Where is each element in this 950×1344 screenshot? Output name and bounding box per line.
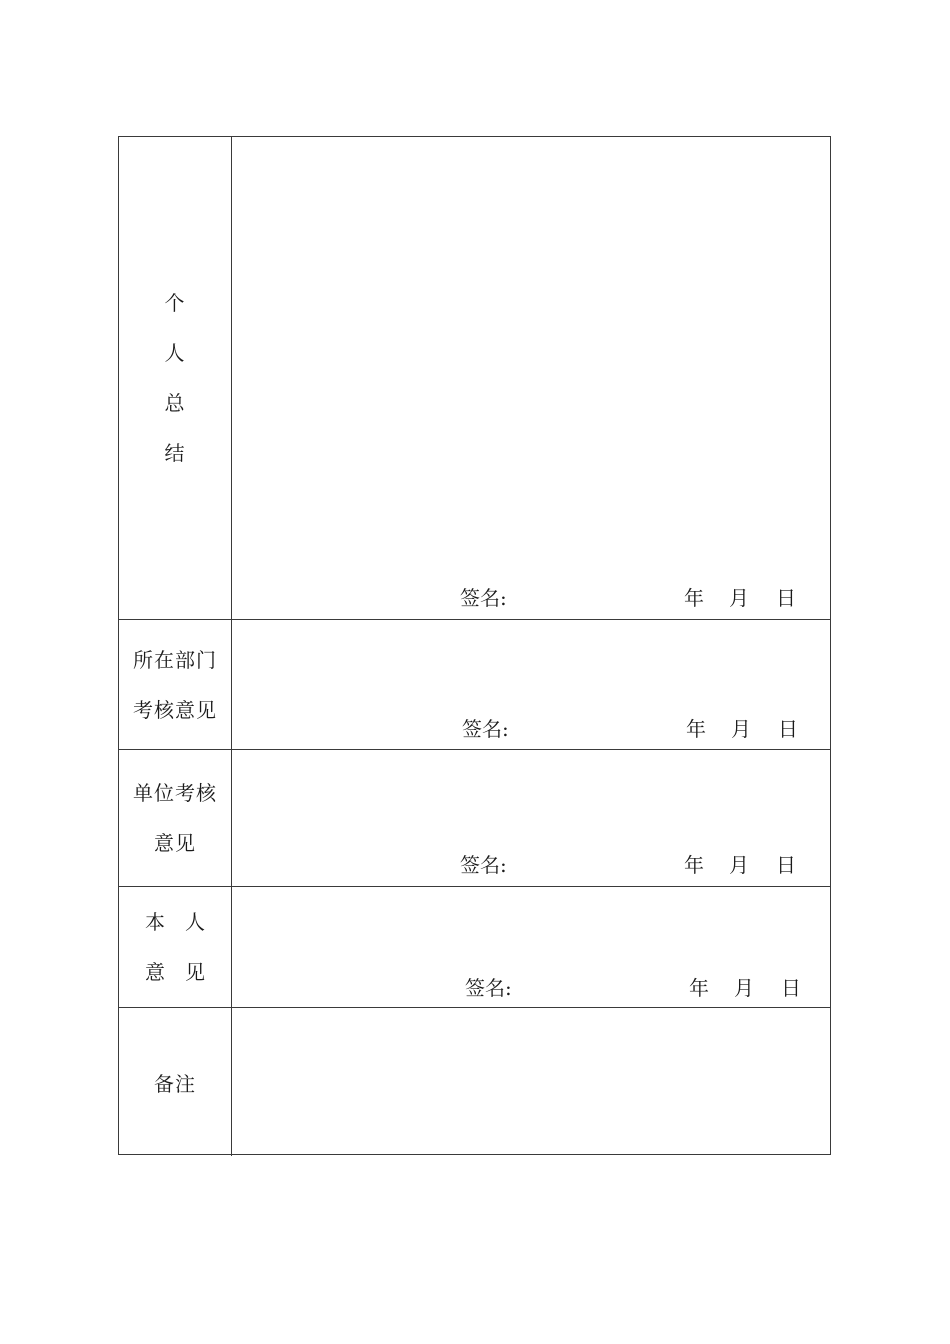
label-line: 单位考核 — [133, 781, 217, 805]
signature-label: 签名: — [465, 976, 512, 1000]
department-opinion-label — [119, 620, 232, 749]
label-line: 考核意见 — [133, 697, 217, 722]
day-label: 日 — [781, 976, 801, 1000]
signature-label: 签名: — [462, 717, 509, 741]
month-label: 月 — [729, 586, 749, 610]
signature-label: 签名: — [460, 853, 507, 877]
day-label: 日 — [778, 717, 798, 741]
self-opinion-content[interactable] — [232, 887, 830, 1007]
department-opinion-row — [119, 619, 830, 749]
remarks-label — [119, 1008, 232, 1156]
month-label: 月 — [729, 853, 749, 877]
label-line: 结 — [164, 441, 186, 465]
year-label: 年 — [684, 853, 704, 877]
signature-label: 签名: — [460, 586, 507, 610]
personal-summary-row — [119, 137, 830, 619]
label-line: 所在部门 — [133, 647, 217, 672]
unit-opinion-label — [119, 750, 232, 886]
department-opinion-content[interactable] — [232, 620, 830, 749]
day-label: 日 — [776, 853, 796, 877]
day-label: 日 — [776, 586, 796, 610]
self-opinion-row — [119, 886, 830, 1007]
year-label: 年 — [689, 976, 709, 1000]
personal-summary-label — [119, 137, 232, 619]
label-line: 个 — [164, 291, 186, 315]
label-line: 备注 — [154, 1071, 196, 1096]
label-line: 意 见 — [145, 960, 205, 984]
unit-opinion-content[interactable] — [232, 750, 830, 886]
self-opinion-label — [119, 887, 232, 1007]
year-label: 年 — [686, 717, 706, 741]
label-line: 意见 — [154, 831, 196, 855]
month-label: 月 — [734, 976, 754, 1000]
label-line: 本 人 — [145, 910, 205, 934]
month-label: 月 — [731, 717, 751, 741]
unit-opinion-row — [119, 749, 830, 886]
label-line: 人 — [164, 341, 186, 365]
label-line: 总 — [164, 391, 186, 415]
personal-summary-content[interactable] — [232, 137, 830, 619]
year-label: 年 — [684, 586, 704, 610]
remarks-row — [119, 1007, 830, 1156]
remarks-content[interactable] — [232, 1008, 830, 1156]
assessment-form-table — [118, 136, 831, 1155]
